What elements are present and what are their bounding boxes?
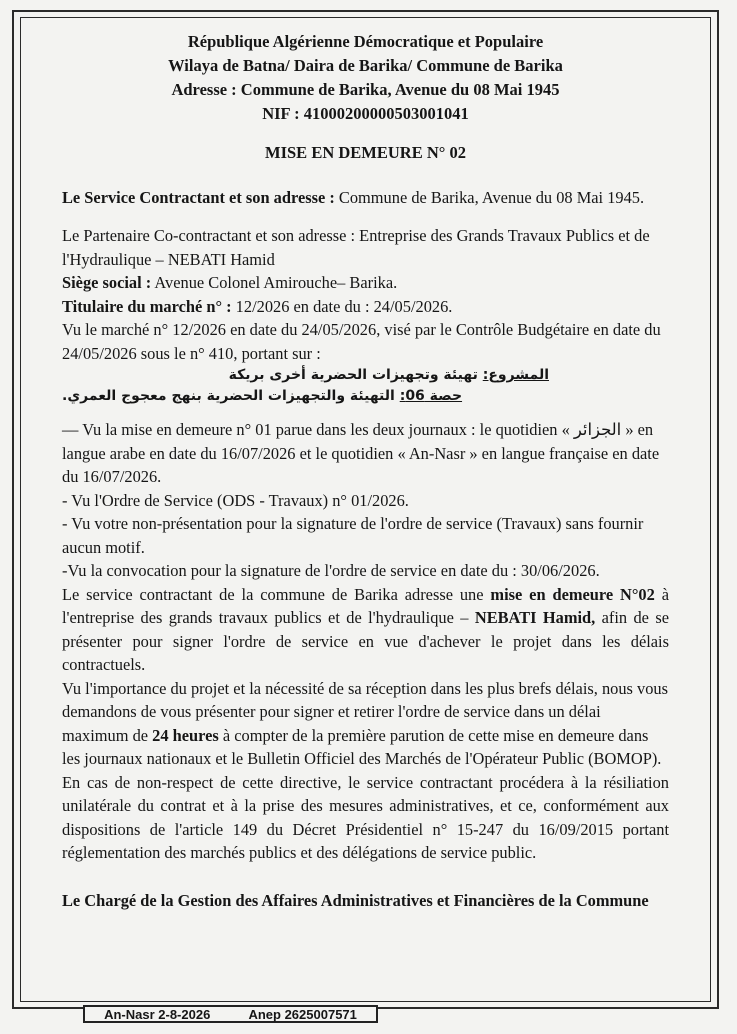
p1-text-e: afin de se présenter pour signer l'ordre de service en vue d'achever le projet dans les délais contractuels. (62, 608, 669, 674)
vu-item-2: - Vu l'Ordre de Service (ODS - Travaux) n° 01/2026. (62, 490, 409, 510)
arabic-project-value: تهيئة وتجهيزات الحضرية أخرى بريكة (228, 367, 483, 383)
document-title: MISE EN DEMEURE N° 02 (265, 143, 466, 162)
p1-text-c: à l'entreprise des grands travaux publics et de l'hydraulique – (62, 584, 669, 627)
vu-marche: Vu le marché n° 12/2026 en date du 24/05/2026, visé par le Contrôle Budgétaire en date du 24/05/2026 sous le n° 410, portant sur : (62, 320, 661, 363)
titulaire-value: 12/2026 en date du : 24/05/2026. (231, 296, 453, 316)
arabic-lot (62, 386, 669, 407)
paragraph-mise-en-demeure (62, 583, 669, 677)
partner-text: Le Partenaire Co-contractant et son adresse : Entreprise des Grands Travaux Publics et de l'Hydraulique – NEBATI Hamid (62, 226, 650, 269)
siege-social (62, 271, 669, 295)
service-contractant (62, 186, 669, 210)
siege-value: Avenue Colonel Amirouche– Barika. (151, 273, 398, 292)
titulaire-label: Titulaire du marché n° : (62, 296, 232, 316)
header-nif: NIF : 410002000005030010​41 (262, 104, 469, 123)
paragraph-resiliation: En cas de non-respect de cette directive, le service contractant procédera à la résiliation unilatérale du contrat et à la prise des mesures administratives, et ce, conformément aux dispositions de l'article 149 du Décret Présidentiel n° 15-247 du 16/09/2015 portant réglementation des marchés publics et des délégations de service public. (62, 772, 669, 862)
titulaire (62, 295, 669, 319)
anep-ref: Anep 2625007571 (248, 1006, 357, 1022)
siege-label: Siège social : (62, 273, 152, 292)
p1-bold-company: NEBATI Hamid, (474, 608, 596, 627)
vu-item-3: - Vu votre non-présentation pour la signature de l'ordre de service (Travaux) sans fournir aucun motif. (62, 514, 644, 557)
header-wilaya: Wilaya de Batna/ Daira de Barika/ Commune de Barika (168, 56, 563, 75)
arabic-project (62, 365, 669, 386)
p2-bold-delay: 24 heures (152, 725, 219, 745)
publication-reference (83, 1005, 378, 1023)
paragraph-delai (62, 677, 669, 771)
arabic-lot-value: التهيئة والتجهيزات الحضرية بنهج معجوج العمري. (62, 388, 400, 404)
issuer-header (62, 30, 669, 126)
p2-text-c: à compter de la première parution de cette mise en demeure dans les journaux nationaux et le Bulletin Officiel des Marchés de l'Opérateur Public (BOMOP). (62, 725, 662, 768)
arabic-lot-label: حصة 06: (399, 388, 463, 404)
p1-bold-notice: mise en demeure N°02 (490, 584, 655, 604)
vu-item-4: -Vu la convocation pour la signature de l'ordre de service en date du : 30/06/2026. (62, 561, 600, 580)
header-address: Adresse : Commune de Barika, Avenue du 08 Mai 1945 (171, 80, 560, 99)
newspaper-ref: An-Nasr 2-8-2026 (104, 1006, 211, 1022)
arabic-project-label: المشروع: (482, 367, 549, 383)
p2-text-a: Vu l'importance du projet et la nécessité de sa réception dans les plus brefs délais, nous vous demandons de vous présenter pour signer et retirer l'ordre de service dans un délai maximum de (62, 678, 668, 745)
vu-item-1: — Vu la mise en demeure n° 01 parue dans les deux journaux : le quotidien « الجزائر » en langue arabe en date du 16/07/2026 et le quotidien « An-Nasr » en langue française en date du 16/07/2026. (62, 420, 660, 486)
header-republic: République Algérienne Démocratique et Populaire (187, 32, 544, 51)
signatory-title: Le Chargé de la Gestion des Affaires Administratives et Financières de la Commune (62, 890, 649, 910)
p1-text-a: Le service contractant de la commune de Barika adresse une (62, 584, 491, 604)
notice-body (22, 20, 709, 1000)
service-label: Le Service Contractant et son adresse : (62, 187, 335, 207)
service-value: Commune de Barika, Avenue du 08 Mai 1945. (334, 187, 645, 207)
